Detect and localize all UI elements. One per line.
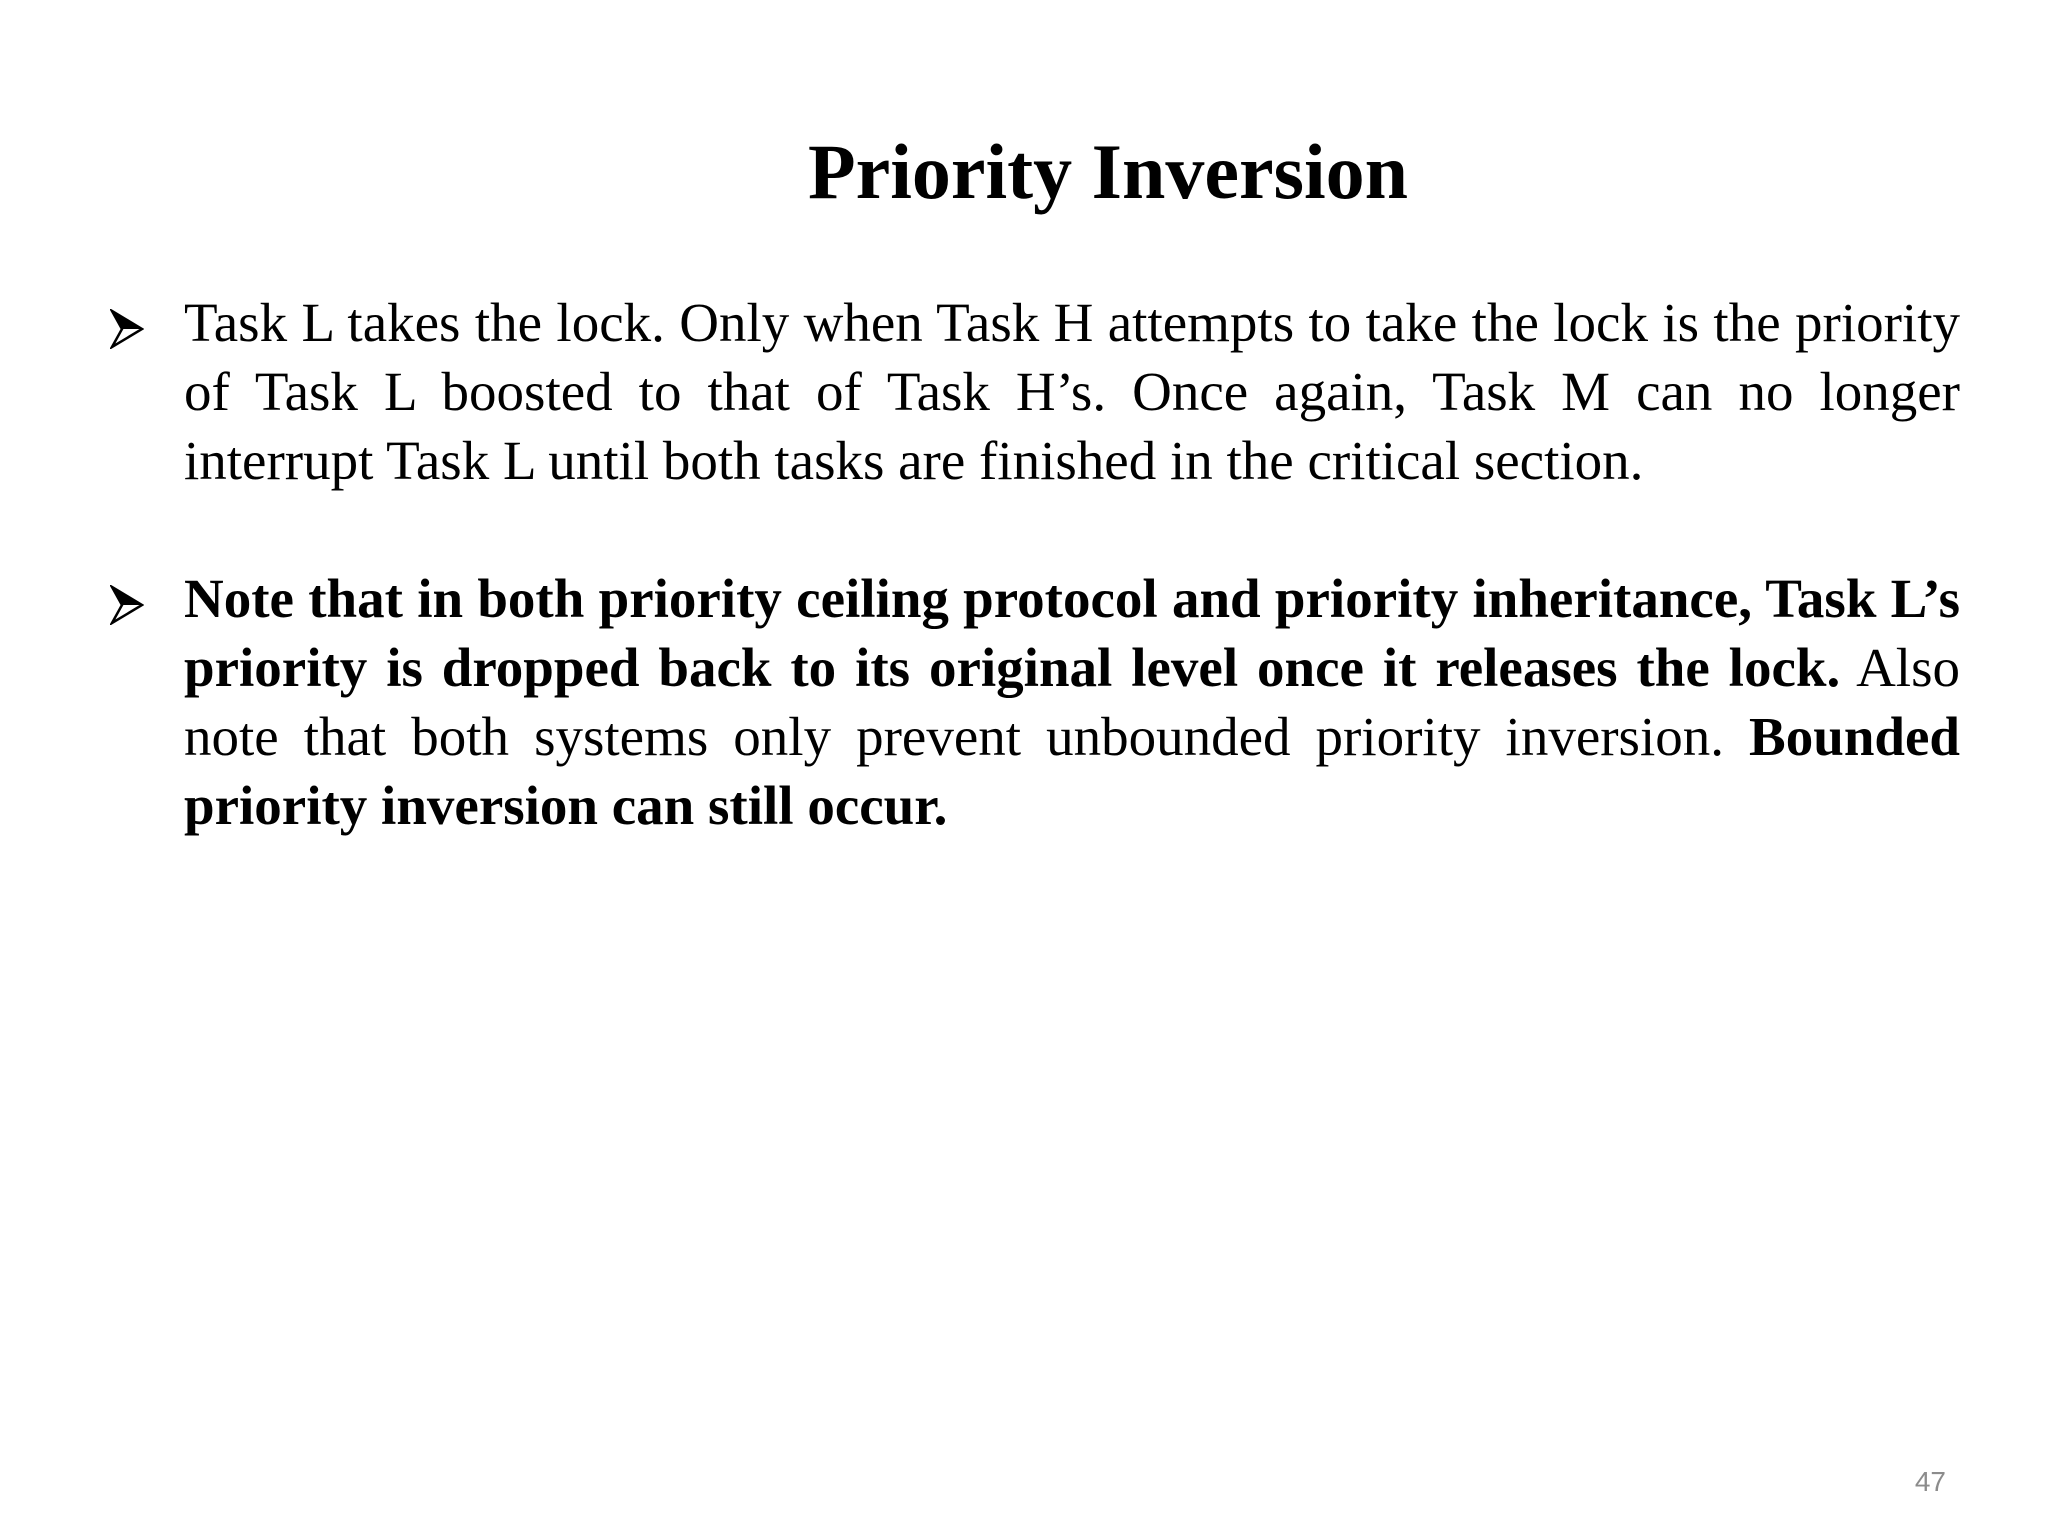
arrowhead-bullet-icon: [110, 572, 144, 612]
bullet-1-text: Task L takes the lock. Only when Task H attempts to take the lock is the priority of Task L boosted to that of Task H’s. Once again, Task M can no longer interrupt Task L until both tasks are finished in the critical section.: [184, 292, 1960, 491]
bullet-2-bold-conclusion: Bounded priority inversion can still occur.: [184, 706, 1960, 836]
bullet-2-bold-text: Note that in both priority ceiling protocol and priority inheritance, Task L’s priority is dropped back to its original level once it releases the lock.: [184, 568, 1960, 698]
bullet-list: [108, 288, 1960, 909]
slide-title: Priority Inversion: [807, 128, 1409, 215]
bullet-item-1: [108, 288, 1960, 495]
bullet-2-regular-text: Also note that both systems only prevent unbounded priority inversion.: [184, 637, 1960, 767]
bullet-item-2: [108, 564, 1960, 840]
arrowhead-bullet-icon: [110, 296, 144, 336]
page-number: 47: [1914, 1466, 1946, 1497]
